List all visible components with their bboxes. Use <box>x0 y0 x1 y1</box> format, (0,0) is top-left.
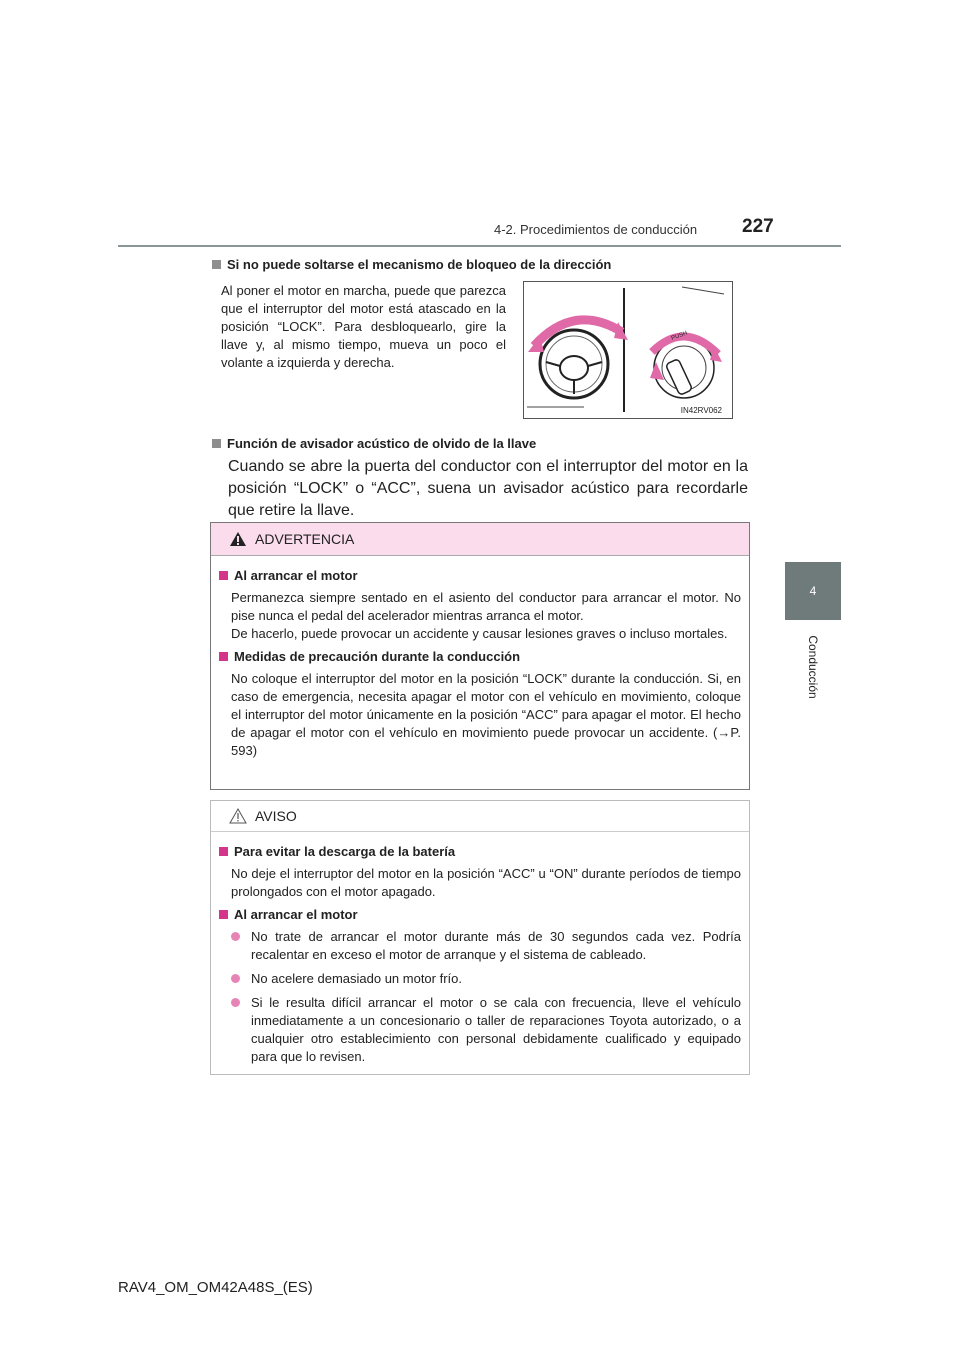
chapter-label: Conducción <box>806 635 820 699</box>
circle-bullet-icon <box>231 932 240 941</box>
header-rule <box>118 245 841 247</box>
section1-heading: Si no puede soltarse el mecanismo de bloqueo de la dirección <box>212 257 611 272</box>
notice-item-heading: Al arrancar el motor <box>219 907 741 922</box>
square-bullet-icon <box>212 260 221 269</box>
square-bullet-icon <box>219 571 228 580</box>
warning-item-heading: Al arrancar el motor <box>219 568 741 583</box>
document-code: RAV4_OM_OM42A48S_(ES) <box>118 1279 313 1296</box>
section2-heading: Función de avisador acústico de olvido de la llave <box>212 436 536 451</box>
page-number: 227 <box>742 216 774 237</box>
square-bullet-icon <box>219 652 228 661</box>
notice-bullet: Si le resulta difícil arrancar el motor o se cala con frecuencia, lleve el vehículo inmediatamente a un concesionario o taller de reparaciones Toyota autorizado, o a cualquier otro establecimiento con personal debidamente cualificado y equipado para que lo revisen. <box>231 994 741 1066</box>
notice-item-text: No deje el interruptor del motor en la posición “ACC” u “ON” durante períodos de tiempo prolongados con el motor apagado. <box>231 866 741 899</box>
warning-header <box>211 523 749 556</box>
caution-triangle-icon <box>229 808 247 824</box>
figure-code: IN42RV062 <box>680 406 722 415</box>
steering-lock-figure <box>523 281 733 419</box>
steering-key-illustration <box>524 282 732 418</box>
square-bullet-icon <box>219 910 228 919</box>
notice-title: AVISO <box>255 808 297 824</box>
warning-item-text: De hacerlo, puede provocar un accidente y causar lesiones graves o incluso mortales. <box>231 626 728 641</box>
warning-item-heading: Medidas de precaución durante la conducción <box>219 649 741 664</box>
warning-triangle-icon <box>229 531 247 547</box>
warning-item-text: No coloque el interruptor del motor en la posición “LOCK” durante la conducción. Si, en caso de emergencia, necesita apagar el motor con el vehículo en movimiento, coloque el interruptor del motor únicamente en la posición “ACC” para apagar el motor. El hecho de apagar el motor con el vehículo en movimiento puede provocar un accidente. (→P. 593) <box>231 671 741 758</box>
warning-title: ADVERTENCIA <box>255 531 355 547</box>
section1-text: Al poner el motor en marcha, puede que parezca que el interruptor del motor está atascado en la posición “LOCK”. Para desbloquearlo, gire la llave y, al mismo tiempo, mueva un poco el volante a izquierda y derecha. <box>221 283 506 370</box>
square-bullet-icon <box>219 847 228 856</box>
square-bullet-icon <box>212 439 221 448</box>
notice-bullet: No acelere demasiado un motor frío. <box>231 970 741 988</box>
warning-item-text: Permanezca siempre sentado en el asiento del conductor para arrancar el motor. No pise nunca el pedal del acelerador mientras arranca el motor. <box>231 590 741 623</box>
chapter-number: 4 <box>809 584 817 598</box>
notice-item-heading: Para evitar la descarga de la batería <box>219 844 741 859</box>
notice-header <box>211 801 749 832</box>
push-label: PUSH <box>670 330 689 342</box>
chapter-tab <box>785 562 841 620</box>
section-title: 4-2. Procedimientos de conducción <box>494 222 698 237</box>
notice-box <box>210 800 750 1075</box>
circle-bullet-icon <box>231 998 240 1007</box>
section2-text: Cuando se abre la puerta del conductor con el interruptor del motor en la posición “LOCK” o “ACC”, suena un avisador acústico para recordarle que retire la llave. <box>228 458 748 519</box>
warning-box <box>210 522 750 790</box>
notice-bullet: No trate de arrancar el motor durante más de 30 segundos cada vez. Podría recalentar en exceso el motor de arranque y el sistema de cableado. <box>231 928 741 964</box>
circle-bullet-icon <box>231 974 240 983</box>
